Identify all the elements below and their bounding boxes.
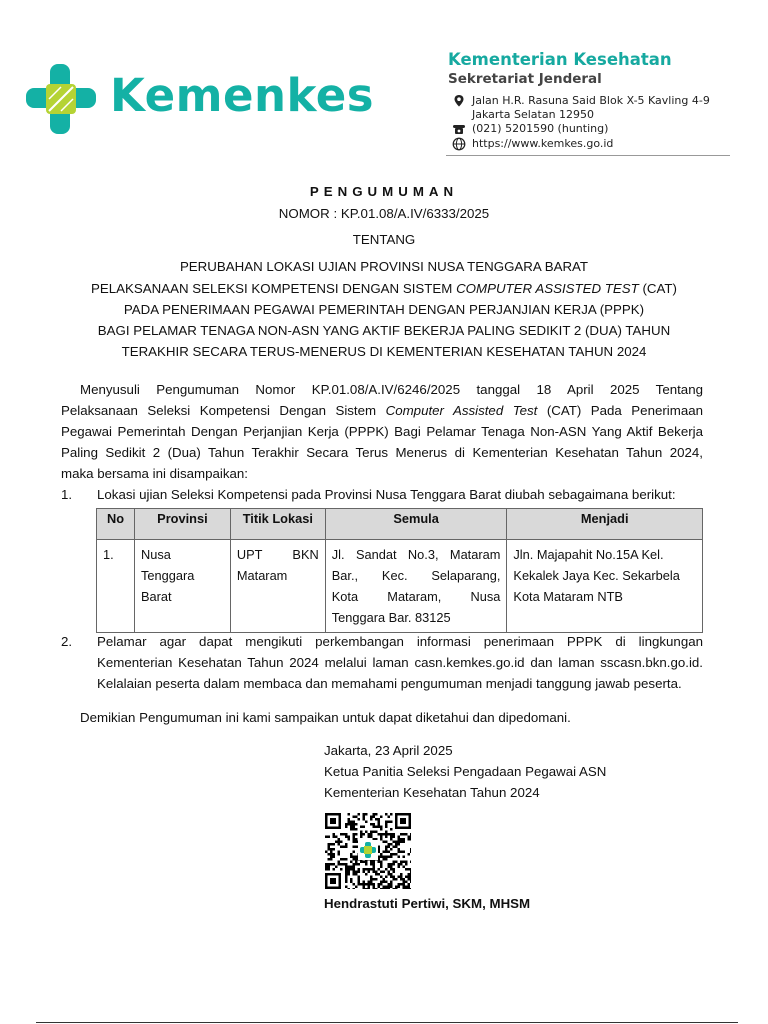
website-link[interactable]: https://www.kemkes.go.id [472, 137, 614, 150]
signer-name: Hendrastuti Pertiwi, SKM, MHSM [324, 896, 531, 911]
announcement-about: TENTANG [352, 232, 416, 247]
subject-line-3: PADA PENERIMAAN PEGAWAI PEMERINTAH DENGAN PERJANJIAN KERJA (PPPK) [123, 302, 645, 317]
subject-line-4: BAGI PELAMAR TENAGA NON-ASN YANG AKTIF BEKERJA PALING SEDIKIT 2 (DUA) TAHUN [97, 323, 671, 338]
item-1-text: Lokasi ujian Seleksi Kompetensi pada Provinsi Nusa Tenggara Barat diubah sebagaimana berikut: [97, 487, 676, 502]
phone-number: (021) 5201590 (hunting) [472, 122, 609, 135]
intro-line-3: Pegawai Pemerintah Dengan Perjanjian Kerja (PPPK) Bagi Pelamar Tenaga Non-ASN Yang Aktif Bekerja [61, 424, 703, 439]
signer-position-1: Ketua Panitia Seleksi Pengadaan Pegawai ASN [324, 764, 607, 779]
subject-line-5: TERAKHIR SECARA TERUS-MENERUS DI KEMENTERIAN KESEHATAN TAHUN 2024 [121, 344, 647, 359]
header-divider [446, 155, 730, 156]
intro-line-2: Pelaksanaan Seleksi Kompetensi Dengan Sistem Computer Assisted Test (CAT) Pada Penerimaan [61, 403, 704, 418]
website-block [452, 137, 742, 151]
location-change-table [96, 508, 703, 633]
footer-divider [36, 1022, 738, 1023]
kemenkes-logo-mark [26, 64, 96, 134]
cell-no: 1. [97, 540, 135, 633]
kemenkes-logo-text: Kemenkes [110, 69, 375, 122]
announcement-number: NOMOR : KP.01.08/A.IV/6333/2025 [278, 206, 490, 221]
address-block [452, 94, 742, 124]
intro-line-4: Paling Sedikit 2 (Dua) Tahun Terakhir Secara Terus Menerus di Kementerian Kesehatan Tahun 2024, [61, 445, 703, 460]
signer-position-2: Kementerian Kesehatan Tahun 2024 [324, 785, 540, 800]
org-name: Kementerian Kesehatan [448, 50, 672, 69]
announcement-title: PENGUMUMAN [309, 184, 459, 199]
intro-line-1: Menyusuli Pengumuman Nomor KP.01.08/A.IV/6246/2025 tanggal 18 April 2025 Tentang [80, 382, 703, 397]
col-header-provinsi: Provinsi [134, 509, 230, 540]
address-line-2: Jakarta Selatan 12950 [472, 108, 595, 121]
item-1-number: 1. [61, 487, 73, 502]
subject-line-2: PELAKSANAAN SELEKSI KOMPETENSI DENGAN SISTEM COMPUTER ASSISTED TEST (CAT) [91, 281, 677, 296]
address-line-1: Jalan H.R. Rasuna Said Blok X-5 Kavling 4-9 [472, 94, 710, 107]
cell-menjadi: Jln. Majapahit No.15A Kel. Kekalek Jaya Kec. Sekarbela Kota Mataram NTB [507, 540, 703, 633]
col-header-no: No [97, 509, 135, 540]
qr-code-signature [325, 813, 411, 889]
cell-titik-lokasi: UPT BKN Mataram [230, 540, 325, 633]
item-2-line-1: Pelamar agar dapat mengikuti perkembangan informasi penerimaan PPPK di lingkungan [97, 634, 703, 649]
item-2-line-3: Kelalaian peserta dalam membaca dan memahami pengumuman menjadi tanggung jawab peserta. [97, 676, 682, 691]
globe-icon [452, 137, 466, 151]
place-date: Jakarta, 23 April 2025 [324, 743, 453, 758]
item-2-line-2: Kementerian Kesehatan Tahun 2024 melalui laman casn.kemkes.go.id dan laman sscasn.bkn.go.id. [97, 655, 703, 670]
org-unit: Sekretariat Jenderal [448, 71, 602, 87]
intro-line-5: maka bersama ini disampaikan: [61, 466, 248, 481]
location-pin-icon [452, 94, 466, 108]
item-2-number: 2. [61, 634, 73, 649]
table-row [97, 540, 703, 633]
phone-icon [452, 122, 466, 136]
col-header-semula: Semula [325, 509, 507, 540]
closing-statement: Demikian Pengumuman ini kami sampaikan untuk dapat diketahui dan dipedomani. [80, 710, 571, 725]
cell-provinsi: Nusa Tenggara Barat [134, 540, 230, 633]
table-header-row [97, 509, 703, 540]
subject-line-1: PERUBAHAN LOKASI UJIAN PROVINSI NUSA TENGGARA BARAT [179, 259, 589, 274]
cell-semula: Jl. Sandat No.3, Mataram Bar., Kec. Selaparang, Kota Mataram, Nusa Tenggara Bar. 83125 [325, 540, 507, 633]
col-header-menjadi: Menjadi [507, 509, 703, 540]
col-header-titik-lokasi: Titik Lokasi [230, 509, 325, 540]
phone-block [452, 122, 742, 136]
